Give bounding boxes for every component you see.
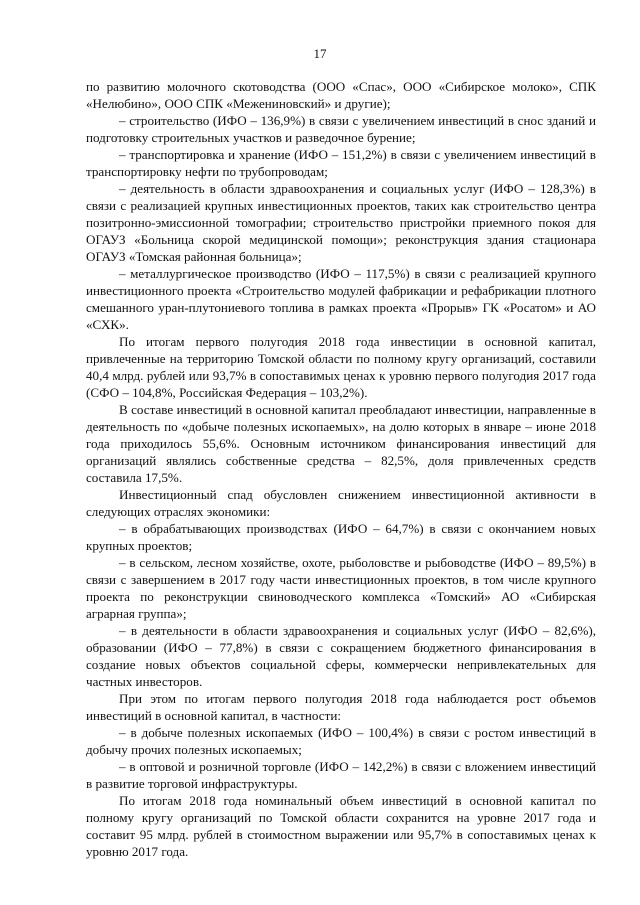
paragraph: – в деятельности в области здравоохранения и социальных услуг (ИФО – 82,6%), образовании (ИФО – 77,8%) в связи с сокращением бюджетного финансирования в создание новых объектов социальной сферы, коммерчески непривлекательных для частных инвесторов. xyxy=(86,623,596,689)
paragraph: При этом по итогам первого полугодия 2018 года наблюдается рост объемов инвестиций в основной капитал, в частности: xyxy=(86,691,596,723)
paragraph: – строительство (ИФО – 136,9%) в связи с увеличением инвестиций в снос зданий и подготовку строительных участков и разведочное бурение; xyxy=(86,113,596,145)
paragraph: – в добыче полезных ископаемых (ИФО – 100,4%) в связи с ростом инвестиций в добычу прочих полезных ископаемых; xyxy=(86,725,596,757)
paragraph: по развитию молочного скотоводства (ООО «Спас», ООО «Сибирское молоко», СПК «Нелюбино», ООО СПК «Межениновский» и другие); xyxy=(86,79,596,111)
paragraph: – транспортировка и хранение (ИФО – 151,2%) в связи с увеличением инвестиций в транспортировку нефти по трубопроводам; xyxy=(86,147,596,179)
paragraph: – в оптовой и розничной торговле (ИФО – 142,2%) в связи с вложением инвестиций в развитие торговой инфраструктуры. xyxy=(86,759,596,791)
paragraph: – металлургическое производство (ИФО – 117,5%) в связи с реализацией крупного инвестиционного проекта «Строительство модулей фабрикации и рефабрикации плотного смешанного уран-плутониевого топлива в рамках проекта «Прорыв» ГК «Росатом» и АО «СХК». xyxy=(86,266,596,332)
paragraph: – в обрабатывающих производствах (ИФО – 64,7%) в связи с окончанием новых крупных проектов; xyxy=(86,521,596,553)
page-number: 17 xyxy=(313,46,327,61)
paragraph: По итогам первого полугодия 2018 года инвестиции в основной капитал, привлеченные на территорию Томской области по полному кругу организаций, составили 40,4 млрд. рублей или 93,7% в сопоставимых ценах к уровню первого полугодия 2017 года (СФО – 104,8%, Российская Федерация – 103,2%). xyxy=(86,334,596,400)
paragraph: – деятельность в области здравоохранения и социальных услуг (ИФО – 128,3%) в связи с реализацией крупных инвестиционных проектов, таких как строительство центра позитронно-эмиссионной томографии; строительство пристройки приемного покоя для ОГАУЗ «Больница скорой медицинской помощи»; реконструкция здания стационара ОГАУЗ «Томская районная больница»; xyxy=(86,181,596,264)
paragraph: Инвестиционный спад обусловлен снижением инвестиционной активности в следующих отраслях экономики: xyxy=(86,487,596,519)
paragraph: – в сельском, лесном хозяйстве, охоте, рыболовстве и рыбоводстве (ИФО – 89,5%) в связи с завершением в 2017 году части инвестиционных проектов, в том числе крупного проекта по реконструкции свиноводческого комплекса «Томский» АО «Сибирская аграрная группа»; xyxy=(86,555,596,621)
paragraph: В составе инвестиций в основной капитал преобладают инвестиции, направленные в деятельность по «добыче полезных ископаемых», на долю которых в январе – июне 2018 года приходилось 55,6%. Основным источником финансирования инвестиций для организаций являлись собственные средства – 82,5%, доля привлеченных средств составила 17,5%. xyxy=(86,402,596,485)
document-body xyxy=(86,78,596,860)
paragraph: По итогам 2018 года номинальный объем инвестиций в основной капитал по полному кругу организаций по Томской области сохранится на уровне 2017 года и составит 95 млрд. рублей в стоимостном выражении или 95,7% в сопоставимых ценах к уровню 2017 года. xyxy=(86,793,596,859)
